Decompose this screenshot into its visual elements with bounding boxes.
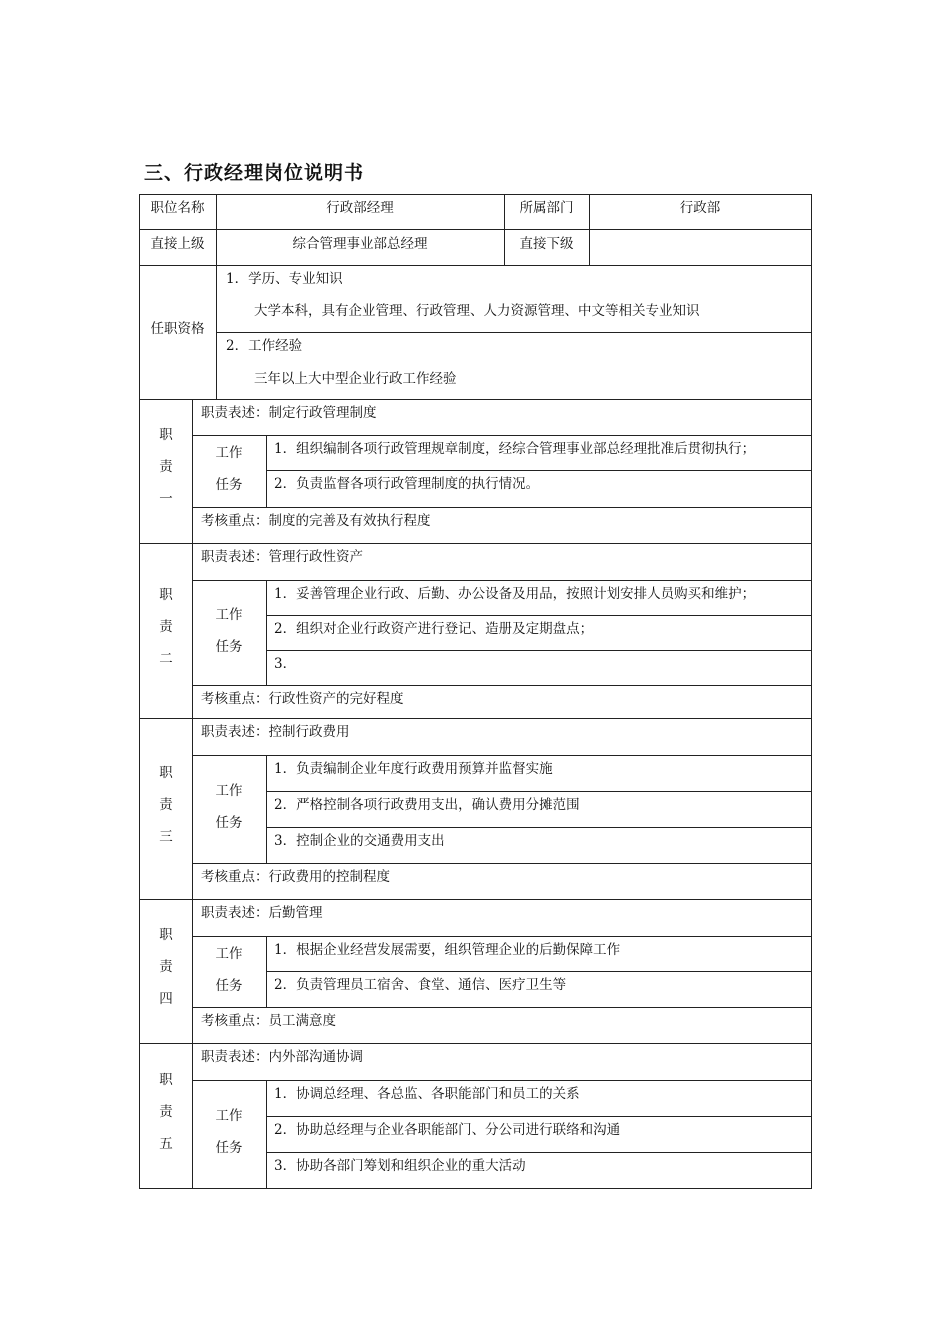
table-rule bbox=[266, 936, 267, 1008]
table-rule bbox=[811, 543, 812, 719]
task-item: 1．协调总经理、各总监、各职能部门和员工的关系 bbox=[274, 1086, 580, 1102]
duty-number-label: 职 bbox=[159, 427, 173, 443]
table-rule bbox=[139, 1188, 812, 1189]
task-item: 2．负责监督各项行政管理制度的执行情况。 bbox=[274, 476, 540, 492]
table-rule bbox=[266, 1116, 812, 1117]
task-label: 工作 bbox=[215, 606, 243, 623]
table-rule bbox=[266, 470, 812, 471]
task-label: 任务 bbox=[215, 1140, 243, 1156]
table-rule bbox=[139, 899, 812, 900]
table-rule bbox=[192, 507, 812, 508]
table-rule bbox=[139, 1043, 812, 1044]
table-rule bbox=[811, 265, 812, 400]
task-item: 3． bbox=[274, 656, 297, 672]
table-rule bbox=[192, 899, 193, 1044]
task-item: 1．根据企业经营发展需要，组织管理企业的后勤保障工作 bbox=[274, 942, 621, 958]
table-rule bbox=[192, 543, 193, 719]
task-item: 3．协助各部门筹划和组织企业的重大活动 bbox=[274, 1158, 526, 1174]
table-rule bbox=[192, 718, 193, 900]
table-rule bbox=[266, 615, 812, 616]
experience-text: 三年以上大中型企业行政工作经验 bbox=[254, 371, 457, 387]
task-label: 任务 bbox=[215, 638, 243, 655]
table-rule bbox=[266, 827, 812, 828]
task-item: 3．控制企业的交通费用支出 bbox=[274, 833, 445, 849]
table-rule bbox=[139, 543, 812, 544]
table-rule bbox=[192, 936, 812, 937]
page-title: 三、行政经理岗位说明书 bbox=[144, 162, 365, 184]
task-item: 1．组织编制各项行政管理规章制度，经综合管理事业部总经理批准后贯彻执行； bbox=[274, 441, 756, 457]
table-rule bbox=[266, 435, 267, 508]
table-rule bbox=[139, 718, 140, 900]
education-text: 大学本科，具有企业管理、行政管理、人力资源管理、中文等相关专业知识 bbox=[254, 303, 700, 319]
duty-number-label: 一 bbox=[159, 491, 173, 507]
table-rule bbox=[266, 791, 812, 792]
duty-description: 职责表述：后勤管理 bbox=[201, 905, 323, 921]
table-rule bbox=[266, 580, 267, 686]
table-rule bbox=[192, 435, 812, 436]
assessment-point: 考核重点：员工满意度 bbox=[201, 1013, 336, 1029]
duty-description: 职责表述：控制行政费用 bbox=[201, 724, 350, 740]
duty-description: 职责表述：管理行政性资产 bbox=[201, 549, 363, 565]
table-rule bbox=[192, 755, 812, 756]
position-label: 职位名称 bbox=[150, 200, 205, 216]
table-rule bbox=[266, 755, 267, 864]
table-rule bbox=[216, 332, 812, 333]
education-title: 1．学历、专业知识 bbox=[226, 271, 343, 287]
task-label: 任务 bbox=[215, 815, 243, 831]
task-item: 1．妥善管理企业行政、后勤、办公设备及用品，按照计划安排人员购买和维护； bbox=[274, 586, 756, 602]
table-rule bbox=[139, 265, 812, 266]
table-rule bbox=[192, 399, 193, 544]
position-value: 行政部经理 bbox=[326, 200, 394, 216]
duty-number-label: 五 bbox=[159, 1135, 173, 1152]
task-item: 2．负责管理员工宿舍、食堂、通信、医疗卫生等 bbox=[274, 977, 567, 993]
table-rule bbox=[192, 580, 812, 581]
task-label: 任务 bbox=[215, 977, 243, 994]
department-value: 行政部 bbox=[679, 200, 721, 216]
assessment-point: 考核重点：制度的完善及有效执行程度 bbox=[201, 513, 431, 529]
table-rule bbox=[266, 1080, 267, 1189]
duty-number-label: 三 bbox=[159, 828, 173, 845]
table-rule bbox=[139, 543, 140, 719]
subordinate-label: 直接下级 bbox=[519, 236, 574, 252]
duty-number-label: 四 bbox=[159, 991, 173, 1007]
duty-number-label: 责 bbox=[159, 796, 173, 813]
table-rule bbox=[266, 971, 812, 972]
duty-number-label: 职 bbox=[159, 1071, 173, 1088]
department-label: 所属部门 bbox=[519, 200, 574, 216]
duty-number-label: 责 bbox=[159, 959, 173, 975]
qualifications-label: 任职资格 bbox=[150, 321, 205, 337]
task-label: 任务 bbox=[215, 477, 243, 493]
superior-value: 综合管理事业部总经理 bbox=[292, 236, 428, 252]
duty-number-label: 二 bbox=[159, 650, 173, 667]
task-label: 工作 bbox=[215, 945, 243, 962]
table-rule bbox=[192, 685, 812, 686]
table-rule bbox=[811, 718, 812, 900]
table-rule bbox=[139, 229, 812, 230]
table-rule bbox=[139, 399, 812, 400]
duty-number-label: 责 bbox=[159, 618, 173, 635]
task-item: 2．严格控制各项行政费用支出，确认费用分摊范围 bbox=[274, 797, 580, 813]
table-rule bbox=[811, 399, 812, 544]
task-label: 工作 bbox=[215, 1108, 243, 1124]
task-label: 工作 bbox=[215, 783, 243, 799]
table-rule bbox=[139, 399, 140, 544]
task-label: 工作 bbox=[215, 445, 243, 461]
duty-number-label: 职 bbox=[159, 927, 173, 943]
duty-description: 职责表述：制定行政管理制度 bbox=[201, 405, 377, 421]
task-item: 1．负责编制企业年度行政费用预算并监督实施 bbox=[274, 761, 553, 777]
table-rule bbox=[266, 1152, 812, 1153]
table-rule bbox=[192, 1007, 812, 1008]
experience-title: 2．工作经验 bbox=[226, 338, 303, 354]
assessment-point: 考核重点：行政性资产的完好程度 bbox=[201, 691, 404, 707]
duty-description: 职责表述：内外部沟通协调 bbox=[201, 1049, 363, 1065]
table-rule bbox=[139, 899, 140, 1044]
duty-number-label: 责 bbox=[159, 459, 173, 475]
task-item: 2．协助总经理与企业各职能部门、分公司进行联络和沟通 bbox=[274, 1122, 621, 1138]
table-rule bbox=[139, 718, 812, 719]
duty-number-label: 职 bbox=[159, 764, 173, 781]
duty-number-label: 职 bbox=[159, 586, 173, 603]
table-rule bbox=[139, 1043, 140, 1189]
table-rule bbox=[811, 194, 812, 266]
assessment-point: 考核重点：行政费用的控制程度 bbox=[201, 869, 390, 885]
table-rule bbox=[266, 650, 812, 651]
superior-label: 直接上级 bbox=[150, 236, 205, 252]
table-rule bbox=[216, 265, 217, 400]
table-rule bbox=[139, 194, 812, 195]
table-rule bbox=[192, 863, 812, 864]
task-item: 2．组织对企业行政资产进行登记、造册及定期盘点； bbox=[274, 621, 594, 637]
duty-number-label: 责 bbox=[159, 1103, 173, 1120]
table-rule bbox=[192, 1080, 812, 1081]
